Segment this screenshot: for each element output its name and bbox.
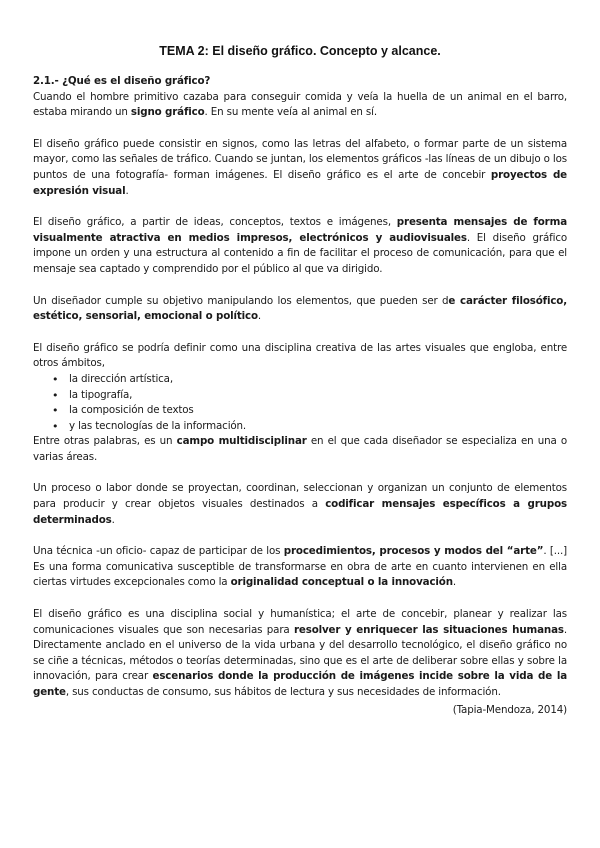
paragraph-5 xyxy=(33,434,567,465)
list-item: • y las tecnologías de la información. xyxy=(69,419,567,435)
paragraph-7 xyxy=(33,544,567,591)
paragraph-1 xyxy=(33,90,567,121)
paragraph-3 xyxy=(33,215,567,277)
citation: (Tapia-Mendoza, 2014) xyxy=(452,703,567,716)
paragraph-2 xyxy=(33,137,567,199)
text: . Directamente anclado en el universo de la vida urbana y del desarrollo tecnológico, el diseño gráfico no se ciñe a técnicas, métodos o teorías determinadas, sino que es el arte de deliberar sobre ellas y sobre la innovación, para crear xyxy=(33,623,567,683)
document-body xyxy=(33,74,567,718)
bold-text: codificar mensajes específicos a grupos determinados xyxy=(33,498,567,526)
text: . El diseño gráfico impone un orden y una estructura al contenido a fin de facilitar el proceso de comunicación, para que el mensaje sea captado y comprendido por el público al que va dirigido. xyxy=(33,231,567,275)
text: , sus conductas de consumo, sus hábitos de lectura y sus necesidades de información. xyxy=(65,686,501,698)
text: . xyxy=(257,310,262,323)
text: . xyxy=(452,576,457,589)
bold-text: escenarios donde la producción de imágenes incide sobre la vida de la gente xyxy=(33,670,567,698)
text: . xyxy=(125,184,129,197)
text: Cuando el hombre primitivo cazaba para conseguir comida y veía la huella de un animal en el barro, estaba mirando un xyxy=(33,90,567,119)
section-heading: 2.1.- ¿Qué es el diseño gráfico? xyxy=(33,75,211,87)
text: El diseño gráfico, a partir de ideas, conceptos, textos e imágenes, xyxy=(33,216,397,229)
bold-text: originalidad conceptual o la innovación xyxy=(230,576,453,589)
text: Un proceso o labor donde se proyectan, coordinan, seleccionan y organizan un conjunto de elementos para producir y crear objetos visuales destinados a xyxy=(33,482,567,511)
bold-text: resolver y enriquecer las situaciones humanas xyxy=(293,623,564,636)
text: . En su mente veía al animal en sí. xyxy=(204,106,377,119)
text: Una técnica -un oficio- capaz de participar de los xyxy=(33,545,284,558)
paragraph-5-intro: El diseño gráfico se podría definir como una disciplina creativa de las artes visuales que engloba, entre otros ámbitos, xyxy=(33,341,567,370)
text: Entre otras palabras, es un xyxy=(33,435,177,448)
text: El diseño gráfico puede consistir en signos, como las letras del alfabeto, o formar parte de un sistema mayor, como las señales de tráfico. Cuando se juntan, los elementos gráficos -las líneas de un dibujo o los puntos de una fotografía- forman imágenes. El diseño gráfico es el arte de concebir xyxy=(33,137,567,181)
bold-text: procedimientos, procesos y modos del “arte” xyxy=(283,545,544,558)
paragraph-8 xyxy=(33,607,567,701)
list-item: • la tipografía, xyxy=(69,388,567,404)
text: El diseño gráfico es una disciplina social y humanística; el arte de concebir, planear y realizar las comunicaciones visuales que son necesarias para xyxy=(33,608,567,636)
bold-text: presenta mensajes de forma visualmente atractiva en medios impresos, electrónicos y audiovisuales xyxy=(33,216,567,244)
paragraph-6 xyxy=(33,481,567,528)
text: . xyxy=(111,513,115,526)
bullet-list xyxy=(33,372,567,434)
bold-text: signo gráfico xyxy=(130,106,205,119)
bold-text: campo multidisciplinar xyxy=(176,435,307,448)
paragraph-4 xyxy=(33,294,567,325)
page-title: TEMA 2: El diseño gráfico. Concepto y alcance. xyxy=(159,44,441,58)
bold-text: e carácter filosófico, estético, sensorial, emocional o político xyxy=(33,294,567,323)
list-item: • la composición de textos xyxy=(69,403,567,419)
text: . [...] Es una forma comunicativa susceptible de transformarse en obra de arte en cuanto intervienen en ella ciertas virtudes excepcionales como la xyxy=(33,545,567,589)
text: en el que cada diseñador se especializa en una o varias áreas. xyxy=(33,435,567,463)
bold-text: proyectos de expresión visual xyxy=(33,168,567,197)
list-item: • la dirección artística, xyxy=(69,372,567,388)
text: Un diseñador cumple su objetivo manipulando los elementos, que pueden ser d xyxy=(33,294,449,307)
